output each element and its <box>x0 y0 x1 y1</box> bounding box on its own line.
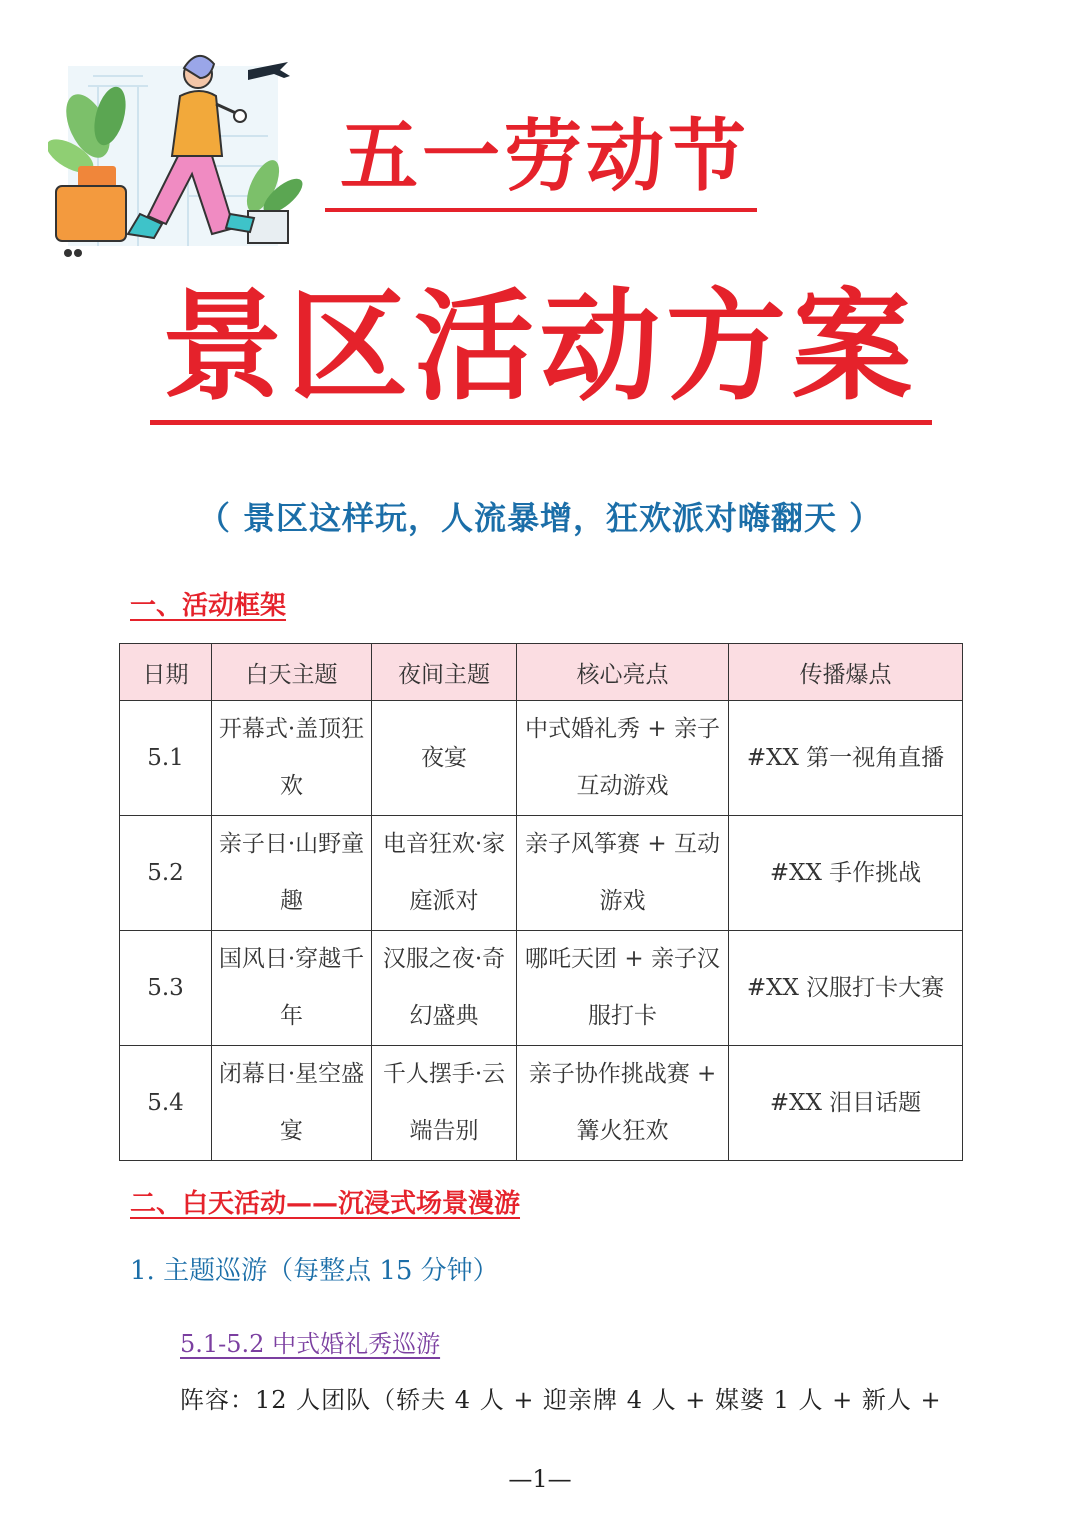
title-big-underline <box>150 420 932 425</box>
table-cell: 开幕式·盖顶狂欢 <box>212 701 372 816</box>
table-cell: #XX 第一视角直播 <box>729 701 963 816</box>
table-cell: 国风日·穿越千年 <box>212 931 372 1046</box>
table-header-cell: 夜间主题 <box>372 644 517 701</box>
table-cell: 夜宴 <box>372 701 517 816</box>
table-cell: 哪吒天团 + 亲子汉服打卡 <box>517 931 729 1046</box>
table-row <box>120 1046 963 1161</box>
table-cell: 亲子风筝赛 + 互动游戏 <box>517 816 729 931</box>
table-header-cell: 白天主题 <box>212 644 372 701</box>
table-header-cell: 日期 <box>120 644 212 701</box>
table-header-cell: 核心亮点 <box>517 644 729 701</box>
table-cell: 5.1 <box>120 701 212 816</box>
section2-heading: 二、白天活动——沉浸式场景漫游 <box>130 1189 521 1219</box>
table-cell: #XX 汉服打卡大赛 <box>729 931 963 1046</box>
subheading-wedding-parade: 5.1-5.2 中式婚礼秀巡游 <box>180 1330 441 1358</box>
table-row <box>120 816 963 931</box>
table-row <box>120 701 963 816</box>
table-header-cell: 传播爆点 <box>729 644 963 701</box>
table-cell: 电音狂欢·家庭派对 <box>372 816 517 931</box>
table-cell: 闭幕日·星空盛宴 <box>212 1046 372 1161</box>
subtitle: （ 景区这样玩，人流暴增，狂欢派对嗨翻天 ） <box>197 499 883 537</box>
page-number: —1— <box>508 1465 572 1493</box>
table-cell: #XX 手作挑战 <box>729 816 963 931</box>
body-text: 阵容：12 人团队（轿夫 4 人 + 迎亲牌 4 人 + 媒婆 1 人 + 新人 + <box>180 1386 942 1414</box>
table-cell: 千人摆手·云端告别 <box>372 1046 517 1161</box>
activity-framework-table <box>119 643 963 1161</box>
title-big: 景区活动方案 <box>162 278 918 417</box>
section1-heading: 一、活动框架 <box>130 591 287 621</box>
subheading-theme-parade: 1. 主题巡游（每整点 15 分钟） <box>130 1256 499 1286</box>
table-header-row <box>120 644 963 701</box>
title-small: 五一劳动节 <box>339 112 750 202</box>
table-cell: 汉服之夜·奇幻盛典 <box>372 931 517 1046</box>
table-cell: #XX 泪目话题 <box>729 1046 963 1161</box>
table-cell: 5.4 <box>120 1046 212 1161</box>
traveler-illustration <box>48 46 308 271</box>
title-small-underline <box>325 208 757 212</box>
table-cell: 5.3 <box>120 931 212 1046</box>
table-cell: 亲子协作挑战赛 + 篝火狂欢 <box>517 1046 729 1161</box>
table-cell: 5.2 <box>120 816 212 931</box>
table-cell: 中式婚礼秀 + 亲子互动游戏 <box>517 701 729 816</box>
table-row <box>120 931 963 1046</box>
table-cell: 亲子日·山野童趣 <box>212 816 372 931</box>
